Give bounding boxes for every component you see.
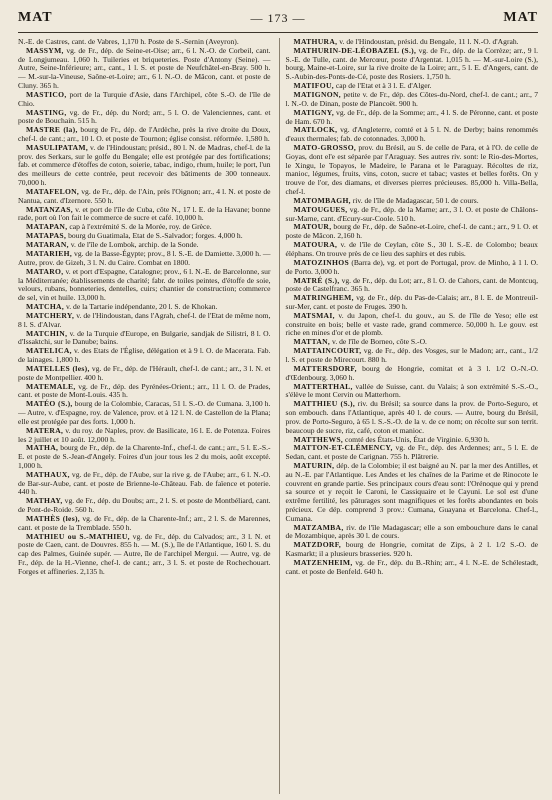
column-right [279,38,539,794]
entry-headword: MATO-GROSSO, [293,143,357,153]
entry-text: riv. de l'île Madagascar; elle a son embouchure dans le canal de Mozambique, après 30 l. de cours. [285,522,538,541]
entry-headword: MATHURIN-DE-LÉOBAZEL (S.), [293,45,417,55]
entry-text: bourg de Fr., dép. de la Charente-Inf., chef-l. de cant.; arr., 5 l. E.-S.-E. et poste de S.-Jean-d'Angely. Foires d'un jour tous les 2 du mois, août excepté. 1,000 h. [18,443,271,470]
entry-text: v. des Etats de l'Église, délégation et à 9 l. O. de Macerata. Fab. de lainages. 1,800 h. [18,346,271,364]
dictionary-entry [286,223,539,241]
entry-headword: MATLOCK, [293,125,338,135]
entry-text: bourg de Hongrie, comitat et à 3 l. 1/2 O.-N.-O. d'Œdenbourg. 3,060 h. [285,363,538,382]
dictionary-entry [18,91,271,109]
dictionary-entry [286,126,539,144]
entry-text: petite v. de Fr., dép. des Côtes-du-Nord, chef-l. de cant.; arr., 7 l. N.-O. de Dinan, poste de Plancoët. 900 h. [285,90,538,108]
running-head-left: MAT [18,10,53,25]
entry-headword: MASTICO, [26,89,67,99]
entry-text: cap de l'Etat et à 3 l. E. d'Alger. [335,81,432,91]
dictionary-entry [286,462,539,523]
dictionary-entry [286,559,539,577]
entry-headword: MATTHIEU (S.), [293,399,356,409]
entry-headword: MATTON-ET-CLÉMENCY, [293,443,393,453]
dictionary-entry [286,524,539,542]
entry-text: v. de la Turquie d'Europe, en Bulgarie, sandjak de Silistri, 8 l. O. d'Issaktchi, sur le Danube; bains. [18,328,271,347]
column-left [18,38,271,794]
entry-text: vg. de Fr., dép. du B.-Rhin; arr., 4 l. N.-E. de Schélestadt, cant. et poste de Benfeld. 640 h. [285,557,538,576]
dictionary-entry [286,365,539,383]
entry-headword: MATÉO (S.), [26,399,73,409]
dictionary-entry [286,277,539,295]
entry-headword: MATHIEU ou S.-MATHIEU, [26,531,130,541]
entry-text: bourg du Guatimala, Etat de S.-Salvador; forges. 4,000 h. [68,231,243,241]
running-head-right: MAT [503,10,538,25]
entry-text: riv. de l'île de Madagascar, 50 l. de cours. [352,195,479,205]
dictionary-entry [286,206,539,224]
entry-text: cap à l'extrémité S. de la Morée, roy. de Grèce. [69,222,212,232]
entry-text: riv. du Brésil; sa source dans la prov. de Porto-Seguro, et son embouch. dans l'Atlantique, après 40 l. de cours. — Autre, bourg du Brésil, prov. de Porto-Seguro, à 65 l. S.-S.-O. de la v. de ce nom; on récolte sur son territ. beaucoup de sucre, riz, café, coton et manioc. [285,399,538,435]
entry-headword: MATHA, [26,443,59,453]
entry-headword: MATTERSDORF, [293,363,357,373]
entry-headword: MATZDORF, [293,540,342,550]
entry-headword: MATZAMBA, [293,522,344,532]
dictionary-entry [18,444,271,470]
entry-text: vg. de Fr., dép. de l'Hérault, chef-l. de cant.; arr., 3 l. N. et poste de Montpellier. 400 h. [18,363,271,382]
entry-text: dép. de la Colombie; il est baigné au N. par la mer des Antilles, et au N.-E. par l'Atlantique. Les Andes et les chaînes de la Parime et de Rinocote le couvrent en grande partie. Ses principaux cours d'eau sont: l'Orénoque qui y prend sa source et y reçoit le Caroni, le Cassiquaire et le Cayuni. Le sol est d'une extrême fertilité, les pâturages sont magnifiques et les forêts abondantes en bois précieux. Ce dép. comprend 3 prov.: Cumana, Guayana et Barcelona. Chef-l., Cumana. [285,461,538,523]
dictionary-entry [286,383,539,401]
dictionary-entry [18,268,271,303]
entry-text: vg. de Fr., dép. du Calvados; arr., 3 l. N. et poste de Caen, cant. de Douvres. 855 h. — M. (S.), île de l'Atlantique, 160 l. S. du cap des Palmes, Guinée supér. — Autre, île de l'archipel Mergui. — Autre, vg. de Fr., dép. de la H.-Vienne, chef-l. de cant.; arr., 3 l. S. et poste de Rochechouart. Forges et affineries. 2,135 h. [18,531,271,576]
dictionary-entry [286,400,539,435]
dictionary-entry [286,241,539,259]
entry-text: vg. de Fr., dép. de la Marne; arr., 3 l. O. et poste de Châlons-sur-Marne, cant. d'Ecury-sur-Coole. 510 h. [285,204,538,223]
entry-headword: MATHURA, [293,38,338,46]
entry-headword: MATHAY, [26,496,63,506]
entry-headword: MATTERTHAL, [293,381,353,391]
entry-text: vg. de Fr., dép. des Pyrénées-Orient.; arr., 11 l. O. de Prades, cant. et poste de Mont-Louis. 435 h. [18,381,271,400]
entry-headword: MATOMBAGH, [293,195,351,205]
entry-headword: MATOURA, [293,240,338,250]
entry-text: v. de l'île de Borneo, côte S.-O. [332,337,427,347]
entry-headword: MATZENHEIM, [293,557,353,567]
entry-headword: MATTHEWS, [293,434,344,444]
dictionary-entry [18,312,271,330]
dictionary-entry [18,427,271,445]
entry-text: v. de l'Hindoustan, dans l'Agrah, chef-l. de l'Etat de même nom, 8 l. S. d'Alvar. [18,310,271,329]
entry-text: bourg de la Colombie, Caracas, 51 l. S.-O. de Cumana. 3,100 h. — Autre, v. d'Espagne, roy. de Valence, prov. et à 12 l. N. de Castellon de la Plana; elle est protégée par des forts. 1,000 h. [18,399,271,426]
dictionary-entry [286,91,539,109]
entry-text: bourg de Fr., dép. de l'Ardèche, près la rive droite du Doux, chef-l. de cant.; arr., 10 l. O. et poste de Tournon; église consist. réformée. 1,580 h. [18,125,271,143]
entry-headword: MATTAN, [293,337,331,347]
entry-text: vg. de Fr., dép. des Vosges, sur le Madon; arr., cant., 1/2 l. S. et poste de Mirecourt. 880 h. [285,346,538,364]
entry-headword: MATCHERY, [26,310,75,320]
entry-headword: MATOUGUES, [293,204,348,214]
dictionary-entry [286,259,539,277]
dictionary-entry [18,383,271,401]
entry-headword: MATARO, [26,266,64,276]
entry-headword: MATURIN, [293,461,335,471]
entry-headword: MATRINGHEM, [293,293,354,303]
entry-headword: MASSYM, [26,45,64,55]
dictionary-entry [18,533,271,577]
entry-text: v. du Japon, chef-l. du gouv., au S. de l'île de Yeso; elle est construite en bois; belle et vaste rade, grand commerce. 50,000 h. Le gouv. est riche en mines d'or et de plomb. [285,310,538,338]
entry-headword: MATAPAS, [26,231,67,241]
entry-text: vg. de Fr., dép. de la Corrèze; arr., 9 l. S.-E. de Tulle, cant. de Mercœur, poste d'Argentat. 1,015 h. — M.-sur-Loire (S.), bourg, Maine-et-Loire, sur la rive droite de la Loire; arr., 5 l. E. d'Angers, cant. de S.-Aubin-des-Ponts-de-Cé, poste des Rosiers. 1,750 h. [285,45,538,82]
entry-text: vg. de Fr., dép. du Lot; arr., 8 l. O. de Cahors, cant. de Montcuq, poste de Castelfranc. 365 h. [285,275,538,294]
entry-text: bourg de Fr., dép. de Saône-et-Loire, chef-l. de cant.; arr., 9 l. O. et poste de Mâcon. 2,160 h. [285,222,538,241]
entry-headword: MATCHA, [26,301,65,311]
dictionary-entry [18,188,271,206]
entry-headword: MATANZAS, [26,204,73,214]
entry-headword: MATSMAI, [293,310,335,320]
dictionary-entry [286,347,539,365]
entry-headword: MATOUR, [293,222,332,232]
entry-headword: MATARAN, [26,240,69,250]
entry-text: N.-E. de Castres, cant. de Vabres, 1,170 h. Poste de S.-Sernin (Aveyron). [18,38,239,46]
entry-text: vg. de Fr., dép. de la Charente-Inf.; arr., 2 l. S. de Marennes, cant. et poste de la Tremblade. 550 h. [18,514,271,532]
page-header [18,10,538,30]
dictionary-entry [18,497,271,515]
entry-headword: MATHAUX, [26,469,70,479]
entry-text: vallée de Suisse, cant. du Valais; à son extrémité S.-S.-O., s'élève le mont Cervin ou Matterhorn. [285,381,538,400]
dictionary-entry [286,144,539,197]
entry-headword: MATELLES (les), [26,363,90,373]
entry-headword: MATAPAN, [26,222,68,232]
entry-headword: MATOZINHOS [293,257,349,267]
dictionary-entry [286,312,539,338]
dictionary-entry [286,294,539,312]
entry-headword: MATIFOU, [293,81,334,91]
dictionary-entry [18,144,271,188]
entry-headword: MATERA, [26,425,64,435]
entry-text: v. de l'île de Lombok, archip. de la Sonde. [70,240,199,250]
entry-text: bourg de Hongrie, comitat de Zips, à 2 l. 1/2 S.-O. de Kasmarkt; il a plusieurs brasseries. 920 h. [285,540,538,558]
entry-headword: MATTAINCOURT, [293,346,362,356]
dictionary-entry [18,126,271,144]
page-number: — 173 — [250,11,306,25]
dictionary-entry [18,250,271,268]
entry-headword: MASULIPATAM, [26,142,89,152]
dictionary-entry [18,347,271,365]
entry-headword: MASTRE (la), [26,125,78,135]
dictionary-entry [286,444,539,462]
entry-headword: MASTING, [26,107,67,117]
entry-text: v. du roy. de Naples, prov. de Basilicate, 16 l. E. de Potenza. Foires les 2 juillet et 10 août. 12,000 h. [18,425,271,444]
entry-text: v. et port d'Espagne, Catalogne; prov., 6 l. N.-E. de Barcelonne, sur la Méditerranée; établissements de charité; fabr. de toiles peintes, d'étoffe de soie, velours, rubans, bonneteries, dentelles, cuirs; chantier de construction; commerce de sel, vin et huile. 13,000 h. [18,266,271,302]
dictionary-entry [18,206,271,224]
header-rule [18,32,538,33]
entry-headword: MATRÉ (S.), [293,275,340,285]
entry-text: (Barra de), vg. et port de Portugal, prov. de Minho, à 1 l. O. de Porto. 3,000 h. [285,257,538,276]
entry-text: port de la Turquie d'Asie, dans l'Archipel, côte S.-O. de l'île de Chio. [18,89,271,108]
dictionary-entry [286,109,539,127]
dictionary-entry [18,400,271,426]
entry-text: v. de l'Hindoustan; présid., 80 l. N. de Madras, chef-l. de la prov. des Serkars, sur le golfe du Bengale; elle est protégée par des fortifications; fab. et commerce d'étoffes de coton, soierie, tabac, indigo, rhum, huile; le port, l'un des meilleurs de cette contrée, peut recevoir des bâtiments de 300 tonneaux. 70,000 h. [18,142,271,187]
entry-headword: MATIGNON, [293,90,341,100]
entry-text: comté des États-Unis, État de Virginie. 6,930 h. [345,434,490,444]
entry-text: vg. de Fr., dép. du Doubs; arr., 2 l. S. et poste de Montbéliard, cant. de Pont-de-Roide. 560 h. [18,496,271,515]
entry-text: vg. de Fr., dép. des Ardennes; arr., 5 l. E. de Sedan, cant. et poste de Carignan. 755 h. Plâtrerie. [285,443,538,462]
entry-text: vg. de la Basse-Égypte; prov., 8 l. S.-E. de Damiette. 3,000 h. — Autre, prov. de Gizeh, 3 l. N. du Caire. Combat en 1800. [18,249,271,267]
dictionary-page [18,10,538,794]
entry-headword: MATEMALE, [26,381,76,391]
entry-text: v. de l'Hindoustan, présid. du Bengale, 11 l. N.-O. d'Agrah. [339,38,519,46]
entry-headword: MATIGNY, [293,107,335,117]
dictionary-entry [286,47,539,82]
entry-text: v. et port de l'île de Cuba, côte N., 17 l. E. de la Havane; bonne rade, port où l'on fait le commerce de sucre et café. 10,000 h. [18,204,271,223]
dictionary-entry [18,515,271,533]
dictionary-entry [18,471,271,497]
entry-headword: MATARIEH, [26,249,73,259]
entry-text: vg. de Fr., dép. du Nord; arr., 5 l. O. de Valenciennes, cant. et poste de Bouchain. 515 h. [18,107,271,126]
entry-text: vg. de Fr., dép. du Pas-de-Calais; arr., 8 l. E. de Montreuil-sur-Mer, cant. et poste de Fruges. 390 h. [285,293,538,311]
dictionary-entry [18,365,271,383]
entry-text: prov. du Brésil, au S. de celle de Para, et à l'O. de celle de Goyas, dont el'e est séparée par l'Araguay. Ses autres riv. sont: le Rio-des-Mortes, le Xingu, le Topayos, le Madeire, le Parana et le Paraguay. Récoltes de riz, manioc, légumes, fruits, vins, coton, sucre et tabac; vastes et belles forêts. On y trouve de l'or, des diamans, et diverses pierres précieuses. 85,000 h. Villa-Bella, chef-l. [285,143,538,196]
entry-text: vg. de Fr., dép. de l'Ain, près l'Oignon; arr., 4 l. N. et poste de Nantua, cant. d'Izernore. 550 h. [18,186,271,205]
entry-headword: MATAFELON, [26,186,80,196]
dictionary-entry [18,330,271,348]
text-columns [18,38,538,794]
dictionary-entry [18,109,271,127]
entry-text: vg. de Fr., dép. de l'Aube, sur la rive g. de l'Aube; arr., 6 l. N.-O. de Bar-sur-Aube, cant. et poste de Brienne-le-Château. Fab. de faïence et poterie. 440 h. [18,469,271,497]
entry-headword: MATHÈS (les), [26,514,80,523]
entry-text: vg. d'Angleterre, comté et à 5 l. N. de Derby; bains renommés d'eaux thermales; fab. de cotonnades. 3,000 h. [285,125,538,144]
entry-headword: MATCHIN, [26,328,68,338]
entry-text: v. de la Tartarie indépendante, 20 l. S. de Khokan. [65,301,218,311]
entry-text: v. de l'île de Ceylan, côte S., 30 l. S.-E. de Colombo; beaux éléphans. On trouve près de ce lieu des saphirs et des rubis. [285,240,538,258]
entry-headword: MATELICA, [26,346,72,356]
dictionary-entry [286,541,539,559]
entry-text: vg. de Fr., dép. de Seine-et-Oise; arr., 6 l. N.-O. de Corbeil, cant. de Longjumeau. 1,060 h. Tuileries et briqueteries. Poste d'Antony (Seine). — Autre, Seine-Inférieure; arr., cant., 1 l. S. et poste de Neufchâtel-en-Bray. 500 h. — M.-sur-la-Vineuse, Saône-et-Loire; arr., 6 l. N.-O. de Mâcon, cant. et poste de Cluny. 365 h. [18,45,271,90]
entry-text: vg. de Fr., dép. de la Somme; arr., 4 l. S. de Péronne, cant. et poste de Ham. 670 h. [285,107,538,126]
dictionary-entry [18,47,271,91]
